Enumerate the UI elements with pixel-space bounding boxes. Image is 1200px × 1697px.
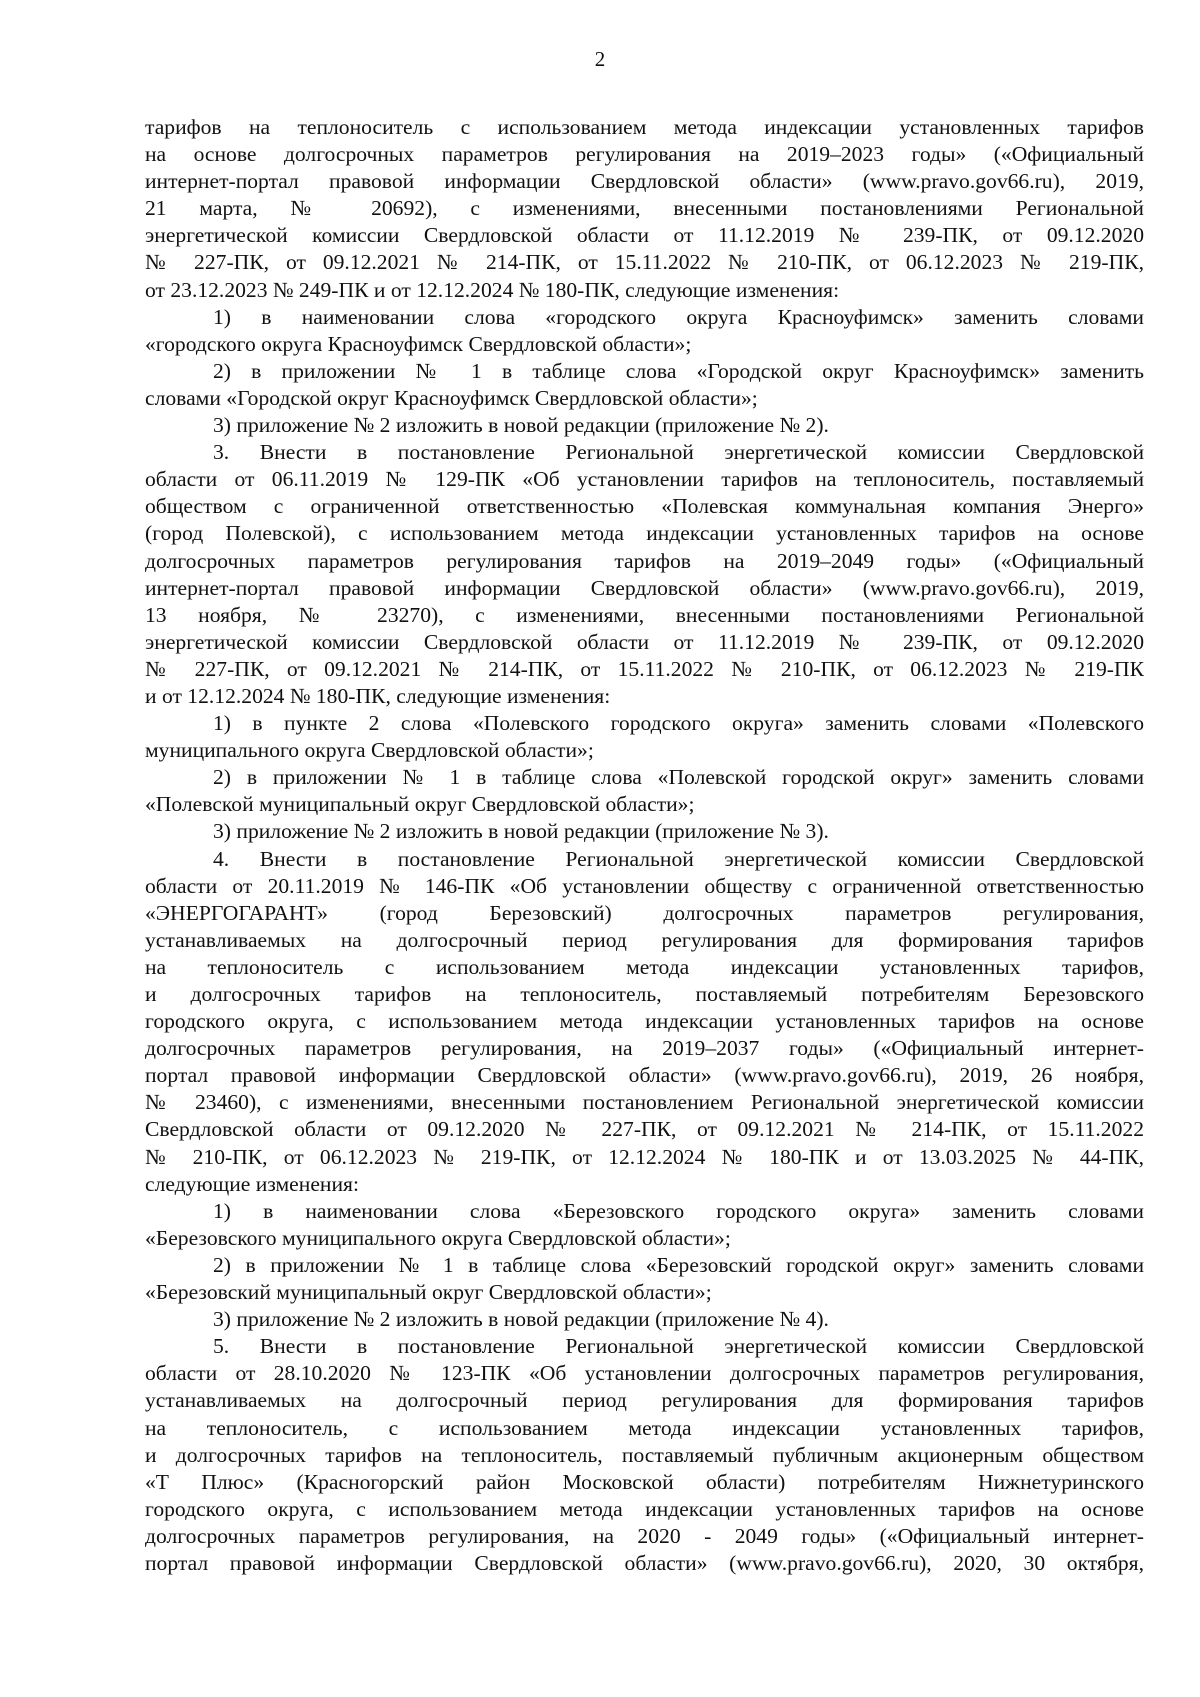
text-line: следующие изменения: — [145, 1171, 359, 1196]
text-line: «Полевской муниципальный округ Свердловской области»; — [145, 792, 695, 817]
text-line: «ЭНЕРГОГАРАНТ» (город Березовский) долгосрочных параметров регулирования, — [145, 900, 1144, 925]
text-line: 2) в приложении № 1 в таблице слова «Полевской городской округ» заменить словами — [213, 765, 1144, 790]
text-line: тарифов на теплоноситель с использованием метода индексации установленных тарифов — [145, 115, 1144, 139]
text-line: портал правовой информации Свердловской области» (www.pravo.gov66.ru), 2019, 26 ноября, — [145, 1063, 1144, 1088]
text-line: интернет-портал правовой информации Свердловской области» (www.pravo.gov66.ru), 2019, — [145, 575, 1144, 600]
text-line: городского округа, с использованием метода индексации установленных тарифов на основе — [145, 1496, 1144, 1521]
text-line: «Березовского муниципального округа Свердловской области»; — [145, 1225, 731, 1250]
text-line: обществом с ограниченной ответственностью «Полевская коммунальная компания Энерго» — [145, 494, 1144, 519]
text-line: на основе долгосрочных параметров регулирования на 2019–2023 годы» («Официальный — [145, 142, 1144, 167]
text-line: долгосрочных параметров регулирования тарифов на 2019–2049 годы» («Официальный — [145, 548, 1144, 573]
text-line: на теплоноситель, с использованием метода индексации установленных тарифов, — [145, 1415, 1144, 1440]
text-line: 2) в приложении № 1 в таблице слова «Березовский городской округ» заменить словами — [213, 1252, 1144, 1277]
document-body — [145, 114, 1144, 1577]
text-line: словами «Городской округ Красноуфимск Свердловской области»; — [145, 385, 758, 410]
page-number: 2 — [594, 47, 606, 71]
text-line: 3. Внести в постановление Региональной энергетической комиссии Свердловской — [213, 440, 1144, 465]
text-line: и от 12.12.2024 № 180-ПК, следующие изменения: — [145, 683, 611, 708]
text-line: № 227-ПК, от 09.12.2021 № 214-ПК, от 15.11.2022 № 210-ПК, от 06.12.2023 № 219-ПК, — [145, 250, 1144, 275]
text-line: и долгосрочных тарифов на теплоноситель, поставляемый потребителям Березовского — [145, 982, 1144, 1006]
text-line: Свердловской области от 09.12.2020 № 227-ПК, от 09.12.2021 № 214-ПК, от 15.11.2022 — [145, 1117, 1144, 1142]
text-line: и долгосрочных тарифов на теплоноситель, поставляемый публичным акционерным обществом — [145, 1442, 1144, 1467]
text-line: устанавливаемых на долгосрочный период регулирования для формирования тарифов — [145, 1388, 1144, 1413]
text-line: 5. Внести в постановление Региональной энергетической комиссии Свердловской — [213, 1334, 1144, 1359]
text-line: 3) приложение № 2 изложить в новой редакции (приложение № 2). — [213, 413, 829, 438]
text-line: 2) в приложении № 1 в таблице слова «Городской округ Красноуфимск» заменить — [213, 358, 1144, 383]
text-line: 21 марта, № 20692), с изменениями, внесенными постановлениями Региональной — [145, 196, 1144, 221]
text-line: области от 20.11.2019 № 146-ПК «Об установлении обществу с ограниченной ответственностью — [145, 873, 1144, 898]
text-line: № 227-ПК, от 09.12.2021 № 214-ПК, от 15.11.2022 № 210-ПК, от 06.12.2023 № 219-ПК — [145, 656, 1144, 681]
text-line: энергетической комиссии Свердловской области от 11.12.2019 № 239-ПК, от 09.12.2020 — [145, 629, 1144, 654]
text-line: муниципального округа Свердловской области»; — [145, 738, 594, 763]
text-line: 3) приложение № 2 изложить в новой редакции (приложение № 3). — [213, 819, 829, 844]
text-line: 4. Внести в постановление Региональной энергетической комиссии Свердловской — [213, 846, 1144, 871]
text-line: от 23.12.2023 № 249-ПК и от 12.12.2024 № 180-ПК, следующие изменения: — [145, 277, 840, 302]
text-line: «городского округа Красноуфимск Свердловской области»; — [145, 331, 692, 356]
text-line: 13 ноября, № 23270), с изменениями, внесенными постановлениями Региональной — [145, 602, 1144, 627]
text-line: интернет-портал правовой информации Свердловской области» (www.pravo.gov66.ru), 2019, — [145, 169, 1144, 194]
text-line: долгосрочных параметров регулирования, на 2019–2037 годы» («Официальный интернет- — [145, 1036, 1144, 1061]
text-line: городского округа, с использованием метода индексации установленных тарифов на основе — [145, 1009, 1144, 1034]
text-line: портал правовой информации Свердловской области» (www.pravo.gov66.ru), 2020, 30 октября, — [145, 1550, 1144, 1575]
text-line: 1) в наименовании слова «Березовского городского округа» заменить словами — [213, 1198, 1144, 1223]
text-line: 1) в пункте 2 слова «Полевского городского округа» заменить словами «Полевского — [213, 711, 1144, 736]
text-line: (город Полевской), с использованием метода индексации установленных тарифов на основе — [145, 521, 1144, 546]
text-line: области от 06.11.2019 № 129-ПК «Об установлении тарифов на теплоноситель, поставляемый — [145, 467, 1144, 492]
text-line: энергетической комиссии Свердловской области от 11.12.2019 № 239-ПК, от 09.12.2020 — [145, 223, 1144, 248]
text-line: 3) приложение № 2 изложить в новой редакции (приложение № 4). — [213, 1307, 829, 1332]
text-line: 1) в наименовании слова «городского округа Красноуфимск» заменить словами — [213, 304, 1144, 329]
text-line: № 23460), с изменениями, внесенными постановлением Региональной энергетической комиссии — [145, 1090, 1144, 1115]
text-line: № 210-ПК, от 06.12.2023 № 219-ПК, от 12.12.2024 № 180-ПК и от 13.03.2025 № 44-ПК, — [145, 1144, 1144, 1169]
text-line: области от 28.10.2020 № 123-ПК «Об установлении долгосрочных параметров регулирования, — [145, 1361, 1144, 1386]
text-line: на теплоноситель с использованием метода индексации установленных тарифов, — [145, 954, 1144, 979]
text-line: устанавливаемых на долгосрочный период регулирования для формирования тарифов — [145, 927, 1144, 952]
text-line: «Березовский муниципальный округ Свердловской области»; — [145, 1280, 712, 1305]
text-line: «Т Плюс» (Красногорский район Московской области) потребителям Нижнетуринского — [145, 1469, 1144, 1494]
text-line: долгосрочных параметров регулирования, на 2020 - 2049 годы» («Официальный интернет- — [145, 1523, 1144, 1548]
